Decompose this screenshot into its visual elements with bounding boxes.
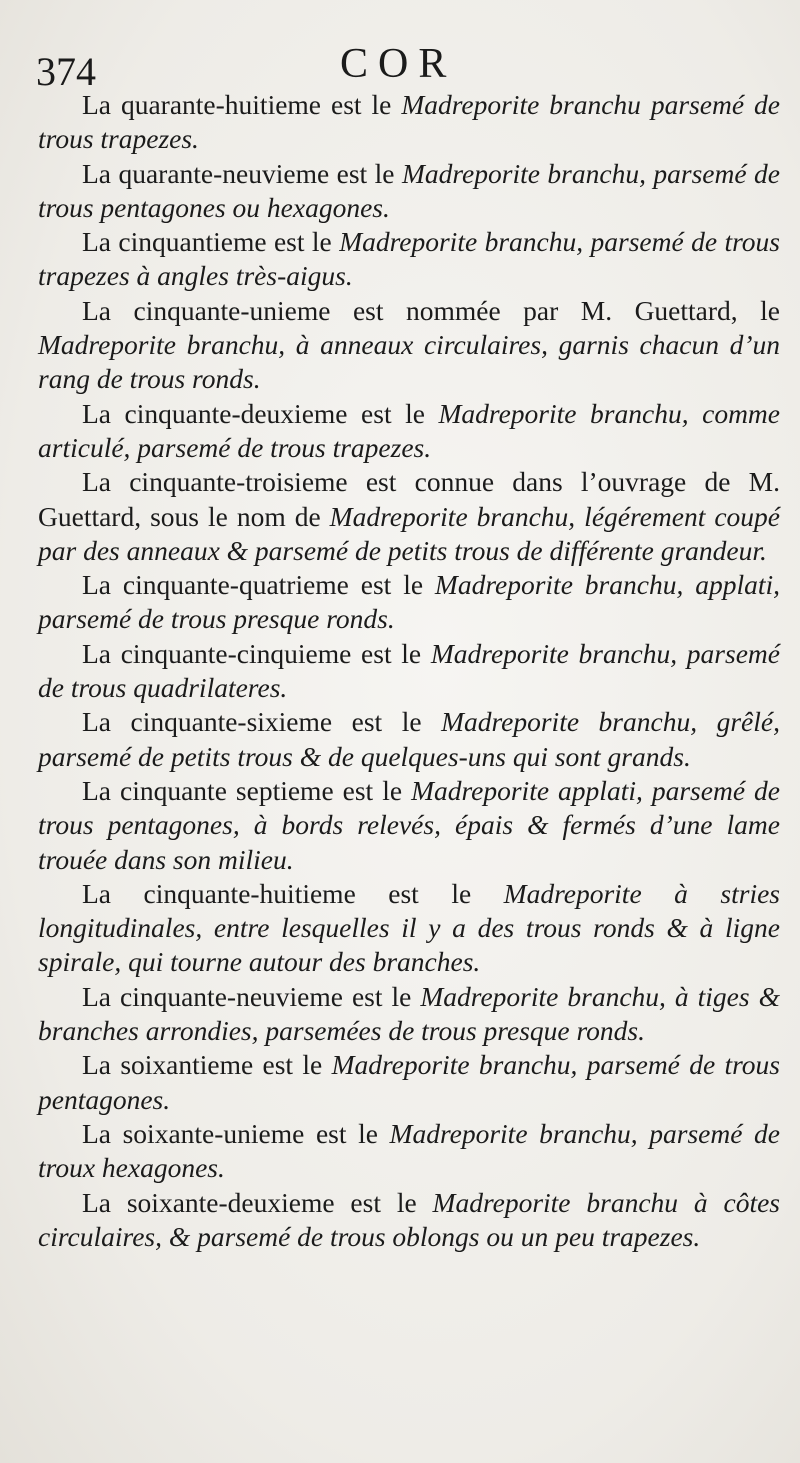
page-number: 374 (36, 49, 96, 94)
paragraph (38, 1186, 780, 1255)
paragraph-italic: Madreporite branchu à côtes circulaires, & parsemé de trous oblongs ou un peu trapezes. (38, 1186, 780, 1252)
paragraph-text: La cinquante-deuxieme est le (82, 397, 439, 429)
paragraph-text: La cinquante-neuvieme est le (82, 980, 421, 1012)
paragraph-italic: Madreporite branchu, légérement coupé par des anneaux & parsemé de petits trous de différente grandeur. (38, 500, 780, 566)
paragraph (38, 877, 780, 980)
paragraph-italic: Madreporite branchu, parsemé de trous trapezes à angles très-aigus. (38, 226, 780, 292)
paragraph (38, 705, 780, 774)
paragraph-text: La cinquante-troisieme est connue dans l’ouvrage de M. Guettard, sous le nom de (38, 466, 780, 532)
paragraph (38, 637, 780, 706)
paragraph-italic: Madreporite branchu, parsemé de troux hexagones. (38, 1117, 780, 1184)
body-text (38, 88, 780, 1254)
running-head: COR (340, 41, 457, 87)
paragraph (38, 397, 780, 466)
paragraph (38, 1048, 780, 1117)
paragraph (38, 774, 780, 877)
paragraph-italic: Madreporite branchu, applati, parsemé de trous presque ronds. (38, 569, 780, 635)
paragraph-text: La cinquantieme est le (82, 226, 340, 258)
paragraph-italic: Madreporite branchu, parsemé de trous pentagones. (38, 1049, 781, 1115)
paragraph-text: La cinquante-sixieme est le (82, 706, 442, 738)
paragraph (38, 568, 780, 637)
paragraph-text: La cinquante-cinquieme est le (82, 637, 431, 669)
paragraph-italic: Madreporite branchu, parsemé de trous quadrilateres. (38, 637, 780, 704)
paragraph-text: La soixantieme est le (82, 1049, 332, 1081)
paragraph-italic: Madreporite branchu, parsemé de trous pentagones ou hexagones. (38, 157, 780, 223)
paragraph-italic: Madreporite branchu, à anneaux circulaires, garnis chacun d’un rang de trous ronds. (38, 329, 780, 395)
paragraph (38, 157, 780, 226)
paragraph-text: La quarante-huitieme est le (82, 89, 402, 120)
paragraph (38, 225, 780, 294)
paragraph-text: La soixante-unieme est le (82, 1117, 390, 1149)
paragraph-text: La quarante-neuvieme est le (82, 157, 402, 189)
paragraph (38, 980, 780, 1049)
paragraph-italic: Madreporite branchu parsemé de trous trapezes. (38, 89, 780, 155)
paragraph-italic: Madreporite branchu, grêlé, parsemé de petits trous & de quelques-uns qui sont grands. (38, 706, 780, 772)
paragraph-italic: Madreporite branchu, à tiges & branches arrondies, parsemées de trous presque ronds. (38, 980, 780, 1047)
paragraph-text: La cinquante-unieme est nommée par M. Guettard, le (82, 294, 780, 326)
paragraph (38, 1117, 780, 1186)
paragraph (38, 294, 780, 397)
paragraph-text: La cinquante septieme est le (82, 774, 412, 806)
paragraph-text: La soixante-deuxieme est le (82, 1186, 433, 1218)
paragraph (38, 465, 780, 568)
paragraph-text: La cinquante-quatrieme est le (82, 569, 435, 601)
paragraph (38, 88, 780, 157)
paragraph-text: La cinquante-huitieme est le (82, 877, 504, 909)
paragraph-italic: Madreporite branchu, comme articulé, parsemé de trous trapezes. (38, 397, 780, 463)
paragraph-italic: Madreporite applati, parsemé de trous pentagones, à bords relevés, épais & fermés d’une lame trouée dans son milieu. (38, 774, 780, 875)
paragraph-italic: Madreporite à stries longitudinales, entre lesquelles il y a des trous ronds & à ligne spirale, qui tourne autour des branches. (38, 877, 780, 978)
